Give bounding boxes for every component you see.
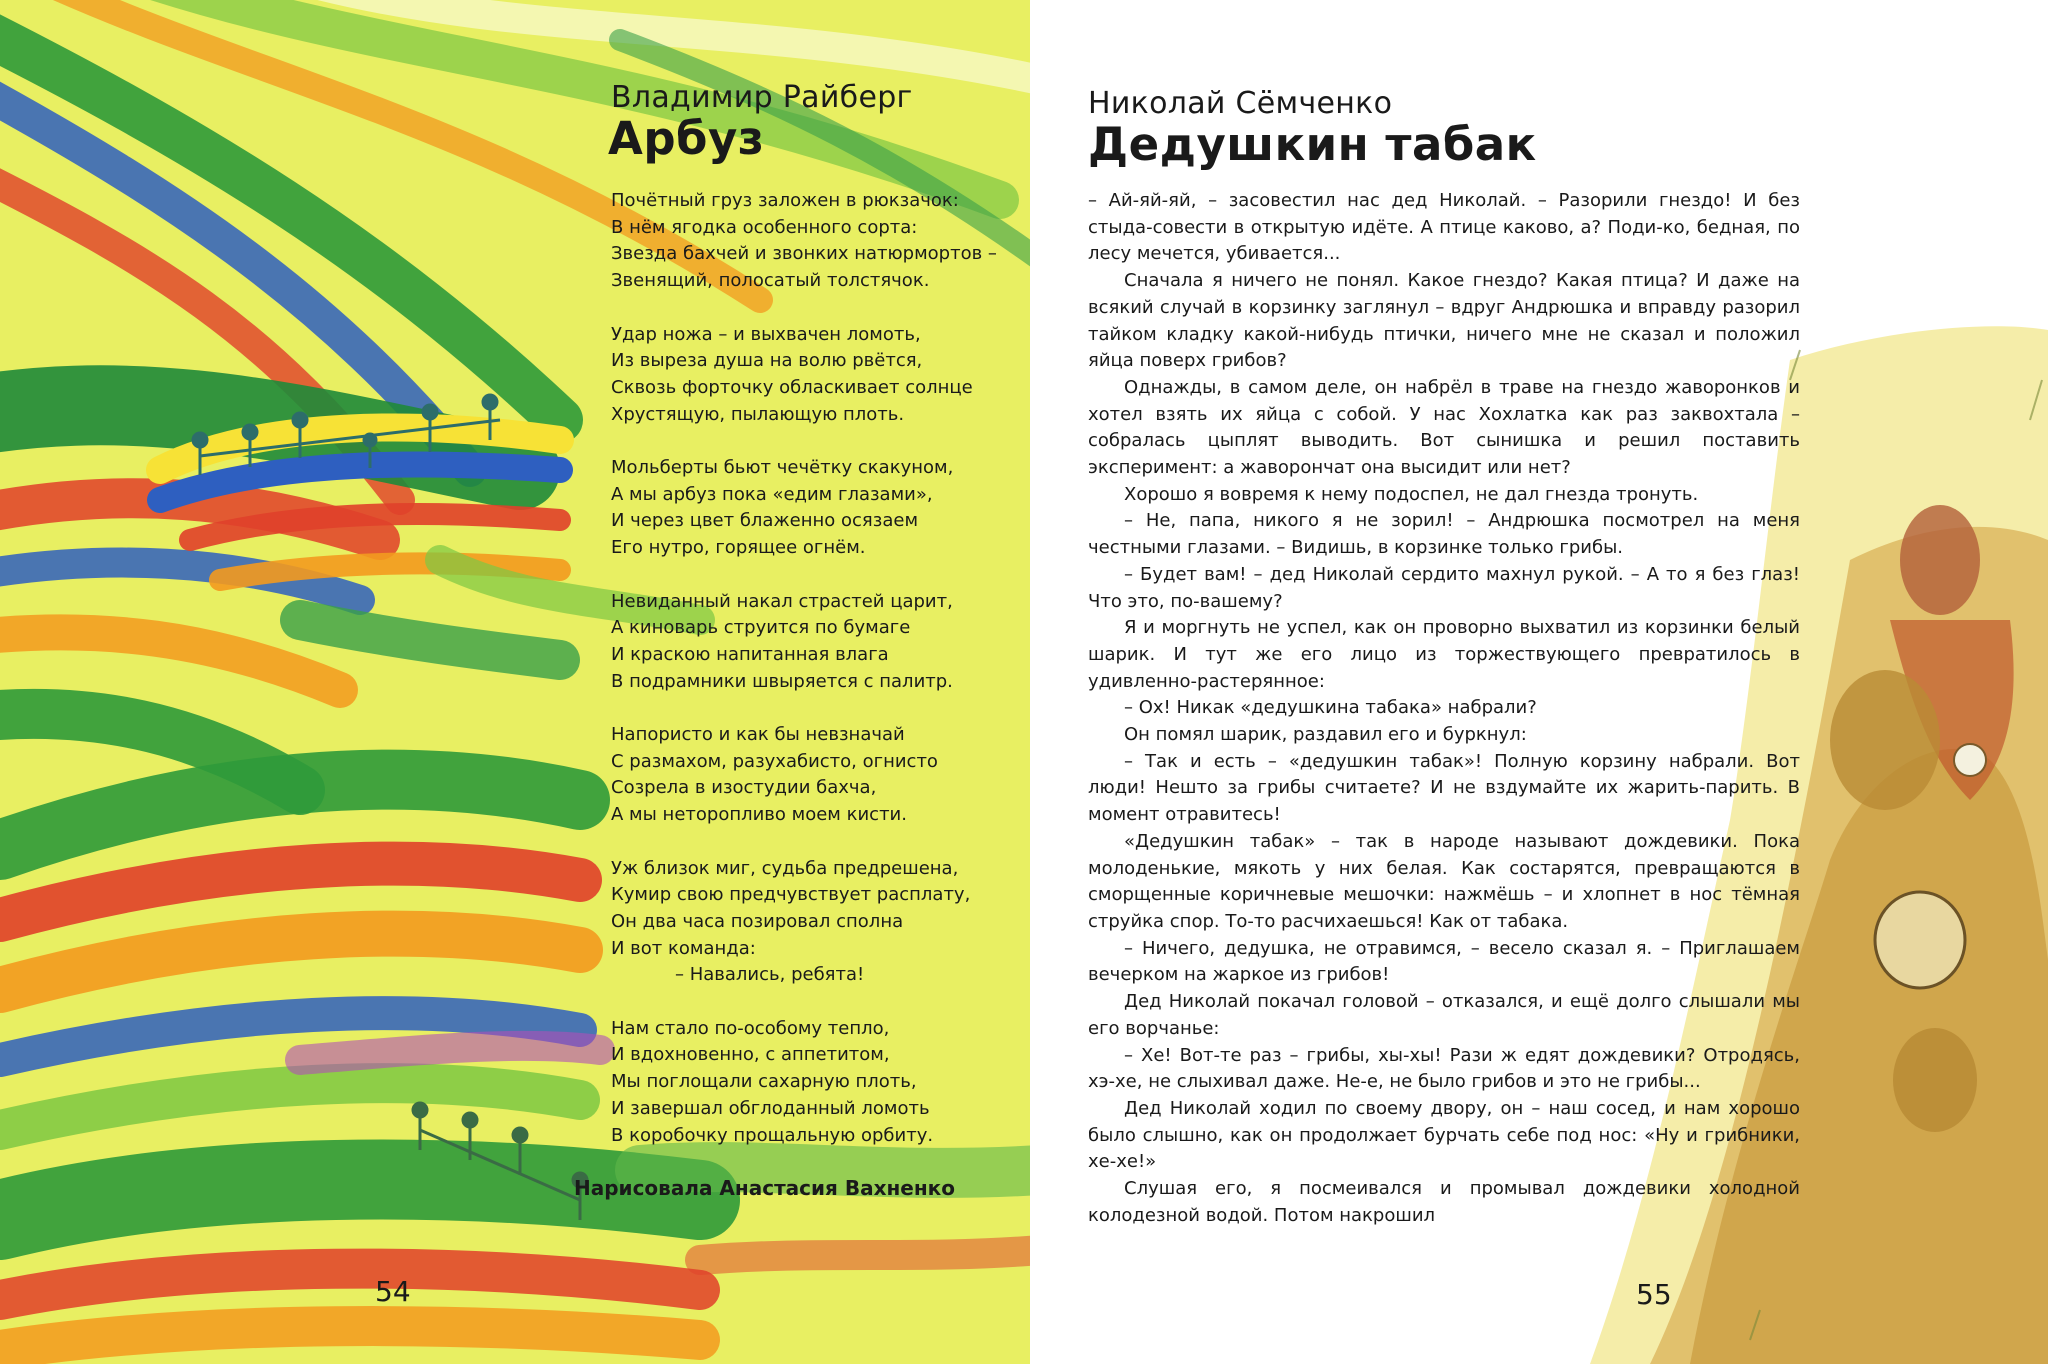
boy-head bbox=[1893, 1028, 1977, 1132]
story-paragraph: Он помял шарик, раздавил его и буркнул: bbox=[1124, 724, 1527, 746]
right-page bbox=[1030, 0, 2048, 1364]
story-paragraph: – Ай-яй-яй, – засовестил нас дед Николай. – Разорили гнездо! И без стыда-совести в открытую идёте. А птице каково, а? Поди-ко, бедная, по лесу мечется, убивается... bbox=[1088, 190, 1800, 265]
story-paragraph: Дед Николай покачал головой – отказался, и ещё долго слышали мы его ворчанье: bbox=[1088, 991, 1800, 1039]
poem-line: А киноварь струится по бумаге bbox=[611, 617, 911, 639]
poem-line: Невиданный накал страстей царит, bbox=[611, 590, 953, 612]
poem-line: Уж близок миг, судьба предрешена, bbox=[611, 857, 959, 879]
puffball-in-hand bbox=[1954, 744, 1986, 776]
poem-line: С размахом, разухабисто, огнисто bbox=[611, 750, 938, 772]
poem-line: Из выреза душа на волю рвётся, bbox=[611, 350, 923, 372]
poem-stanza bbox=[611, 188, 1030, 295]
story-paragraph: – Ничего, дедушка, не отравимся, – весело сказал я. – Приглашаем вечерком на жаркое из грибов! bbox=[1088, 937, 1800, 986]
story-paragraph: – Не, папа, никого я не зорил! – Андрюшка посмотрел на меня честными глазами. – Видишь, в корзинке только грибы. bbox=[1088, 510, 1800, 559]
poem-line: Звезда бахчей и звонких натюрмортов – bbox=[611, 243, 997, 265]
story-paragraph: – Будет вам! – дед Николай сердито махнул рукой. – А то я без глаз! Что это, по-вашему? bbox=[1088, 563, 1800, 612]
poem-line: В нём ягодка особенного сорта: bbox=[611, 216, 918, 238]
poem-line: И завершал обглоданный ломоть bbox=[611, 1097, 930, 1119]
poem-line: Мольберты бьют чечётку скакуном, bbox=[611, 457, 954, 478]
poem-line: Его нутро, горящее огнём. bbox=[611, 537, 866, 559]
poem-line: В коробочку прощальную орбиту. bbox=[611, 1124, 934, 1146]
poem-line: И вот команда: bbox=[611, 937, 756, 959]
poem-stanza bbox=[611, 722, 1030, 829]
poem-line: Сквозь форточку обласкивает солнце bbox=[611, 376, 973, 398]
story-paragraph: «Дедушкин табак» – так в народе называют дождевики. Пока молоденькие, мякоть у них белая. Как состарятся, превращаются в сморщенные коричневые мешочки: нажмёшь – и хлопнет в нос тёмная струйка спор. То-то расчихаешься! Как от табака. bbox=[1088, 830, 1800, 932]
poem-line: Кумир свою предчувствует расплату, bbox=[611, 884, 971, 906]
story-paragraph: – Так и есть – «дедушкин табак»! Полную корзину набрали. Вот люди! Нешто за грибы считаете? И не вздумайте их жарить-парить. В момент отравитесь! bbox=[1088, 750, 1800, 826]
poem-line: И через цвет блаженно осязаем bbox=[611, 510, 919, 532]
poem-line: Удар ножа – и выхвачен ломоть, bbox=[611, 323, 921, 345]
illustrator-credit: Нарисовала Анастасия Вахненко bbox=[574, 1176, 955, 1200]
poem-line: Хрустящую, пылающую плоть. bbox=[611, 403, 905, 425]
poem-line: Звенящий, полосатый толстячок. bbox=[611, 270, 930, 292]
grandfather-head bbox=[1900, 505, 1980, 615]
story-paragraph: Хорошо я вовремя к нему подоспел, не дал гнезда тронуть. bbox=[1124, 483, 1699, 505]
story-paragraph: Однажды, в самом деле, он набрёл в траве на гнездо жаворонков и хотел взять их яйца с собой. У нас Хохлатка как раз заквохтала – собралась цыплят выводить. Вот сынишка и решил поставить эксперимент: а жаворончат она высидит или нет? bbox=[1088, 376, 1800, 479]
story-paragraph: Слушая его, я посмеивался и промывал дождевики холодной колодезной водой. Потом накрошил bbox=[1088, 1178, 1800, 1226]
poem-stanza bbox=[611, 856, 1030, 990]
poem-line: Он два часа позировал сполна bbox=[611, 910, 904, 932]
story-paragraph: – Хе! Вот-те раз – грибы, хы-хы! Рази ж едят дождевики? Отродясь, хэ-хе, не слыхивал даже. Не-е, не было грибов и это не грибы... bbox=[1088, 1044, 1800, 1093]
poem-stanza bbox=[611, 322, 1030, 429]
poem-line: И краскою напитанная влага bbox=[611, 643, 889, 665]
poem-stanza bbox=[611, 589, 1030, 696]
poem-stanza bbox=[611, 1016, 1030, 1150]
story-text bbox=[1088, 188, 1800, 1229]
story-paragraph: Сначала я ничего не понял. Какое гнездо? Какая птица? И даже на всякий случай в корзинку заглянул – вдруг Андрюшка и вправду разорил тайком кладку какой-нибудь птички, ничего мне не сказал и положил яйца поверх грибов? bbox=[1088, 270, 1800, 372]
poem-line: Мы поглощали сахарную плоть, bbox=[611, 1071, 917, 1093]
poem-line: А мы неторопливо моем кисти. bbox=[611, 804, 907, 826]
poem-author: Владимир Райберг bbox=[611, 80, 913, 115]
poem-line: И вдохновенно, с аппетитом, bbox=[611, 1044, 890, 1066]
story-author: Николай Сёмченко bbox=[1088, 86, 1393, 121]
father-head bbox=[1830, 670, 1940, 810]
poem-line: В подрамники швыряется с палитр. bbox=[611, 670, 953, 692]
poem-title: Арбуз bbox=[608, 112, 765, 165]
basket bbox=[1875, 892, 1965, 988]
poem-command-line: – Навались, ребята! bbox=[675, 964, 865, 986]
story-title: Дедушкин табак bbox=[1088, 118, 1537, 171]
poem-line: А мы арбуз пока «едим глазами», bbox=[611, 483, 933, 505]
poem-line: Нам стало по-особому тепло, bbox=[611, 1017, 890, 1039]
poem-line: Почётный груз заложен в рюкзачок: bbox=[611, 190, 959, 211]
poem-line: Созрела в изостудии бахча, bbox=[611, 777, 877, 799]
story-paragraph: Я и моргнуть не успел, как он проворно выхватил из корзинки белый шарик. И тут же его лицо из торжествующего превратилось в удивленно-растерянное: bbox=[1088, 617, 1800, 692]
story-paragraph: – Ох! Никак «дедушкина табака» набрали? bbox=[1124, 697, 1537, 719]
page-number-right: 55 bbox=[1636, 1278, 1672, 1311]
story-paragraph: Дед Николай ходил по своему двору, он – наш сосед, и нам хорошо было слышно, как он продолжает бурчать себе под нос: «Ну и грибники, хе-хе!» bbox=[1088, 1097, 1800, 1173]
page-number-left: 54 bbox=[375, 1275, 411, 1308]
poem-line: Напористо и как бы невзначай bbox=[611, 724, 905, 745]
poem-text bbox=[611, 188, 1030, 1176]
poem-stanza bbox=[611, 455, 1030, 562]
